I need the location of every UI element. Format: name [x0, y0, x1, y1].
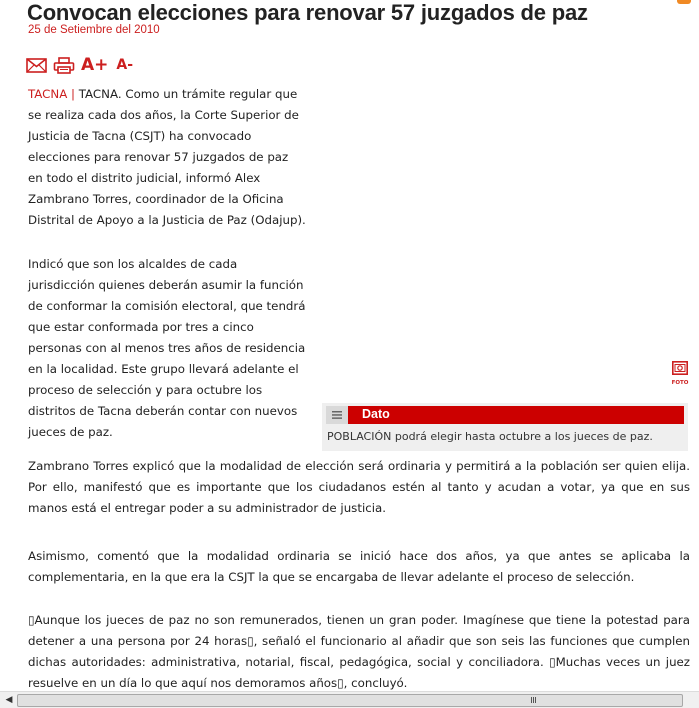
- article-paragraph-3: Zambrano Torres explicó que la modalidad de elección será ordinaria y permitirá a la población ser quien elija. Por ello, manifestó que es importante que los ciudadanos estén al tanto y acudan a votar, ya que en sus manos está el entregar poder a su administrador de justicia.: [28, 459, 690, 515]
- dato-text: POBLACIÓN podrá elegir hasta octubre a los jueces de paz.: [327, 430, 653, 443]
- article-paragraph-2: Indicó que son los alcaldes de cada jurisdicción quienes deberán asumir la función de conformar la comisión electoral, que tendrá que estar conformada por tres a cinco personas con al menos tres años de residencia en la localidad. Este grupo llevará adelante el proceso de selección y para octubre los distritos de Tacna deberán contar con nuevos jueces de paz.: [28, 257, 306, 439]
- location-tag: TACNA |: [28, 87, 76, 101]
- email-icon[interactable]: [26, 58, 47, 73]
- article-paragraph-1: TACNA | TACNA. Como un trámite regular que se realiza cada dos años, la Corte Superior de Justicia de Tacna (CSJT) ha convocado elecciones para renovar 57 juzgados de paz en todo el distrito judicial, informó Alex Zambrano Torres, coordinador de la Oficina Distrital de Apoyo a la Justicia de Paz (Odajup).: [28, 87, 306, 227]
- font-decrease-button[interactable]: A-: [116, 57, 134, 73]
- list-icon: [326, 406, 348, 424]
- dato-box: [322, 403, 688, 451]
- camera-icon: [672, 361, 688, 375]
- dato-title: Dato: [362, 407, 390, 421]
- print-icon[interactable]: [53, 57, 75, 74]
- rss-icon[interactable]: [677, 0, 691, 4]
- article-paragraph-5: ▯Aunque los jueces de paz no son remunerados, tienen un gran poder. Imagínese que tiene la potestad para detener a una persona por 24 horas▯, señaló el funcionario al añadir que son seis las funciones que cumplen dichas autoridades: administrativa, notarial, fiscal, pedagógica, social y conciliadora. ▯Muchas veces un juez resuelve en un día lo que aquí nos demoramos años▯, concluyó.: [28, 613, 690, 690]
- article-toolbar: [26, 55, 133, 75]
- photo-button[interactable]: [670, 360, 690, 386]
- scroll-left-arrow-icon[interactable]: ◀: [5, 695, 13, 705]
- grip-icon: [531, 697, 537, 703]
- article-paragraph-4: Asimismo, comentó que la modalidad ordinaria se inició hace dos años, ya que antes se aplicaba la complementaria, en la que era la CSJT la que se encargaba de llevar adelante el proceso de selección.: [28, 549, 690, 584]
- horizontal-scrollbar[interactable]: [0, 691, 699, 708]
- photo-label: FOTO: [671, 380, 689, 386]
- scroll-thumb[interactable]: [17, 694, 683, 707]
- font-increase-button[interactable]: A+: [81, 55, 109, 75]
- article-date: 25 de Setiembre del 2010: [28, 24, 160, 36]
- dato-header: [326, 406, 684, 424]
- article-title: Convocan elecciones para renovar 57 juzgados de paz: [27, 0, 588, 25]
